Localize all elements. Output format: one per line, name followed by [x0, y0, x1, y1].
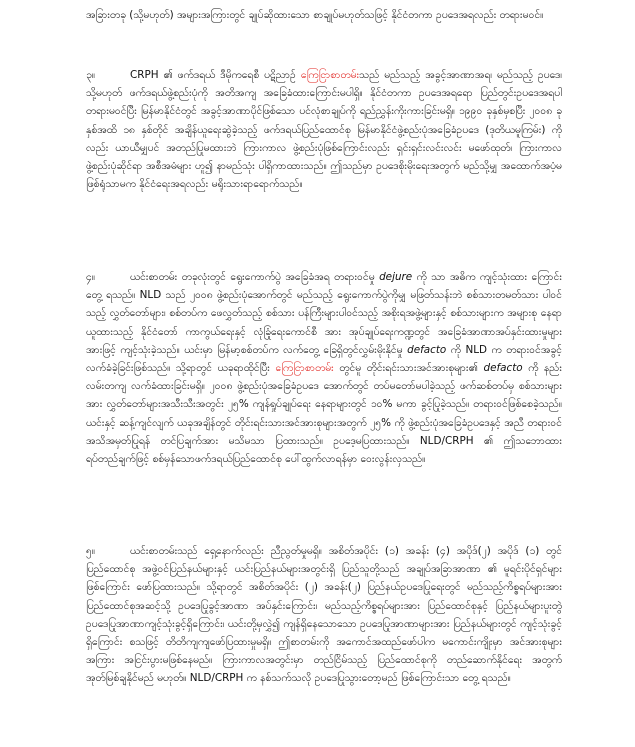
paragraph-text: တွင်မူ တိုင်းရင်းသားအင်အားစုများ၏	[333, 362, 484, 375]
document-page	[86, 0, 562, 747]
paragraph-text: ယင်းစာတမ်း တခုလုံးတွင် ရွေးကောက်ပွဲ အခြေခံအရ တရားဝင်မှု	[130, 271, 380, 283]
paragraph-text: ယင်းစာတမ်းသည် ရှေ့နောက်လည်း ညီညွတ်မှုမရှိ။ အစိတ်အပိုင်း (၁) အခန်း (၄) အပိုဒ်(၂) အပိုဒ် (၁) တွင် ပြည်ထောင်စု အဖွဲ့ဝင်ပြည်နယ်များနှင့် ယင်းပြည်နယ်များအတွင်းရှိ ပြည်သူတို့သည် အချုပ်အခြာအာဏာ ၏ မူရင်းပိုင်ရှင်များဖြစ်ကြောင်း ဖော်ပြထားသည်။ သို့ရာတွင် အစိတ်အပိုင်း (၂) အခန်း(၂) ပြည်နယ်ဥပဒေပြုရေးတွင် မည်သည့်ကိစ္စရပ်များအား ပြည်ထောင်စုအဆင့်သို့ ဥပဒေပြုခွင့်အာဏာ အပ်နှင်းကြောင်း၊ မည်သည့်ကိစ္စရပ်များအား ပြည်ထောင်စုနှင့် ပြည်နယ်များပူးတွဲ ဥပဒေပြုအာဏာကျင့်သုံးခွင့်ရှိကြောင်း၊ ယင်းတို့မှလွှဲ၍ ကျန်ရှိနေသောသော ဥပဒေပြုအာဏာများအား ပြည်နယ်များတွင် ကျင့်သုံးခွင့်ရှိကြောင်း စသဖြင့် တိတိကျကျဖော်ပြထားမှုမရှိ။ ဤစာတမ်းကို အကောင်အထည်ဖော်ပါက မကောင်းကျိုးမှာ အင်အားစုများအကြား အငြင်းပွားမဖြစ်နေမည်။ ကြားကာလအတွင်းမှာ တည်ငြိမ်သည့် ပြည်ထောင်စုကို တည်ဆောက်နိုင်ရေး အတွက် အုတ်မြစ်ချနိုင်မည် မဟုတ်။ NLD/CRPH က နစ်သက်သလို ဥပဒေပြုသွားတော့မည် ဖြစ်ကြောင်းသာ တွေ့ ရသည်။	[86, 545, 562, 685]
intro-text: အခြားတခု (သို့မဟုတ်) အများအကြားတွင် ချုပ်ဆိုထားသော စာချုပ်မဟုတ်သဖြင့် နိုင်ငံတကာ ဥပဒေအရလည်း တရားမဝင်။	[86, 9, 544, 21]
italic-term-defacto: defacto	[483, 362, 523, 375]
paragraph-text: ကို သာ အဓိက ကျင့်သုံးထား ကြောင်းတွေ့ ရသည်။ NLD သည် ၂၀၀၈ ဖွဲ့စည်းပုံအောက်တွင် မည်သည့် ရွေးကောက်ပွဲကိုမျှ မဖြတ်သန်းဘဲ စစ်သားတမတ်သား ပါဝင်သည့် လွှတ်တော်များ၊ စစ်တပ်က ဖေလွှတ်သည့် စစ်သား ပန်ကြီးများပါဝင်သည့် အစိုးရအဖွဲ့များနှင့် စစ်သားများက အများစု နေရာယူထားသည့် နိုင်ငံတော် ကာကွယ်ရေးနှင့် လုံခြုံရေးကောင်စီ အား အုပ်ချုပ်ရေးကဏ္ဍတွင် အခြေခံအာဏာအပ်နှင်းထားမှုများ အားဖြင့် ကျင့်သုံးခဲ့သည်။ ယင်းမှာ မြန်မာ့စစ်တပ်က လက်တွေ့ ခြေရှိတွင်လွှမ်းမိုးနိုင်မှု	[86, 271, 562, 356]
paragraph-4	[86, 268, 562, 468]
paragraph-5	[86, 542, 562, 688]
paragraph-text: သည် မည်သည့် အခွင့်အာဏာအရ၊ မည်သည့် ဥပဒေ၊ သို့မဟုတ် ဖက်ဒရယ်ဖွဲ့စည်းပုံကို အတိအကျ အခြေခံထားကြောင်းမပါရှိ။ နိုင်ငံတကာ ဥပဒေအရရော ပြည်တွင်းဥပဒေအရပါ တရားမဝင်ပြီး မြန်မာနိုင်ငံတွင် အခွင့်အာဏာပိုင်ဖြစ်သော ပင်လုံစာချုပ်ကို ရည်ညွှန်းကိုးကားခြင်းမရှိ။ ၁၉၉၀ ခုနှစ်မှစပြီး ၂၀၀၈ ခုနှစ်အထိ ၁၈ နှစ်တိုင် အချိန်ယူရေးဆွဲခဲ့သည့် ဖက်ဒရယ်ပြည်ထောင်စု မြန်မာနိုင်ငံဖွဲ့စည်းပုံအခြေခံဥပဒေ (ဒုတိယမူကြမ်း) ကိုလည်း ယာယီမျှပင် အတည်ပြုမထားဘဲ ကြားကာလ ဖွဲ့စည်းပုံဖြစ်ကြောင်းလည်း ရှင်းရှင်းလင်းလင်း မဖော်ထုတ်၊ ကြားကာလ ဖွဲ့စည်းပုံဆိုင်ရာ အစီအမံများ ဟူ၍ နာမည်သုံး ပါရှိကာထားသည်။ ဤသည်မှာ ဥပဒေစိုးမိုးရေးအတွက် မည်သို့မျှ အထောက်အပံ့မဖြစ်ရုံသာမက နိုင်ငံရေးအရလည်း မရိုးသားရာရောက်သည်။	[86, 69, 562, 191]
paragraph-number: ၅။	[86, 545, 95, 557]
highlighted-term: ကြေငြာစာတမ်း	[300, 69, 360, 81]
paragraph-number: ၄။	[86, 271, 95, 283]
italic-term-dejure: dejure	[379, 271, 413, 283]
intro-paragraph	[86, 6, 562, 24]
paragraph-text: ကို NLD က တရားဝင်အခွင့် လက်ခံခဲ့ခြင်းဖြစ်သည်။ သို့ရာတွင် ယခုရာထိုင်ပြီး	[86, 343, 562, 375]
paragraph-number: ၃။	[86, 69, 95, 81]
highlighted-term: ကြေငြာစာတမ်း	[275, 362, 334, 375]
paragraph-text: ကို နည်းလမ်းတကျ လက်ခံထားခြင်းမရှိ။ ၂၀၀၈ ဖွဲ့စည်းပုံအခြေခံဥပဒေ အောက်တွင် တပ်မတော်မပါခဲ့သည့် ဖက်ဆစ်တပ်မှ စစ်သားများအား လွှတ်တော်များအသီးသီးအတွင်း ၂၅% ကျန်ရှုပ်ချုပ်ရေး နေရာများတွင် ၁၀% မကာ ခွင့်ပြုခဲ့သည်။ တရားဝင်ဖြစ်စေခဲ့သည်။ ယင်းနှင့် ဆန့်ကျင်လျက် ယခုအချိန်တွင် တိုင်းရင်းသားအင်အားစုများအတွက် ၂၅% ကို ဖွဲ့စည်းပုံအခြေခံဥပဒေနှင့် အညီ တရားဝင်အသိအမှတ်ပြုရန် တင်ပြချက်အား မသိမသာ ပြထားသည်။ ဥပဒေ့မပြထားသည်။ NLD/CRPH ၏ ဤသဘောထားရပ်တည်ချက်ဖြင့် စစ်မှန်သောဖက်ဒရယ်ပြည်ထောင်စု ပေါ်ထွက်လာရန်မှာ ဝေးလွန်းလှသည်။	[86, 362, 562, 466]
paragraph-3	[86, 66, 562, 193]
italic-term-defacto: defacto	[407, 343, 447, 356]
paragraph-text: CRPH ၏ ဖက်ဒရယ် ဒီမိုကရေစီ ပဋိညာဉ်	[130, 69, 301, 81]
